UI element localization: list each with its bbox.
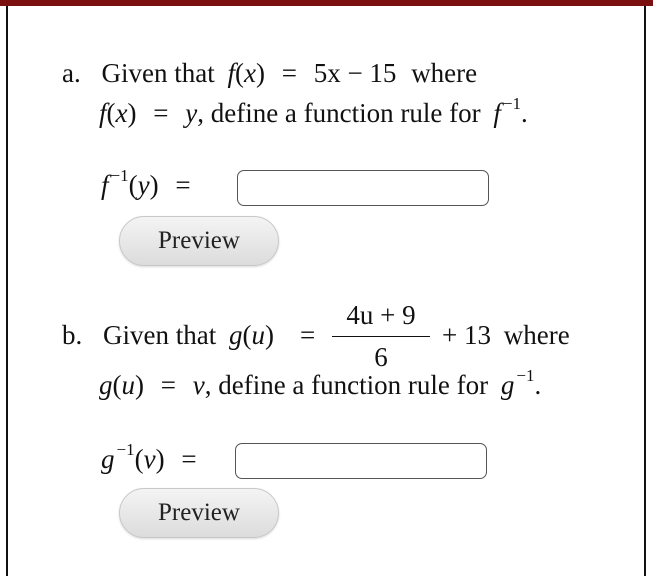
part-b-question-line-1: b. Given that g(u) (62, 320, 274, 350)
fraction-bar (332, 336, 430, 337)
part-b-fraction (332, 300, 430, 370)
part-a-answer-label: f $^{-1}$(y) = (101, 166, 191, 200)
question-frame (6, 6, 646, 576)
part-a-question-line-1: a. Given that f(x) = 5x − 15 where (62, 58, 478, 88)
part-b-label: b. (62, 320, 83, 350)
part-b-denominator: 6 (374, 342, 388, 372)
part-b-equals: = (300, 320, 316, 350)
part-b-answer-input[interactable] (235, 443, 487, 479)
part-a-label: a. (62, 58, 81, 88)
part-b-question-line-2: g(u) = v, define a function rule for g $^{-1}$. (99, 366, 542, 400)
part-a-function-rhs: 5x − 15 (313, 58, 397, 88)
part-a-preview-button[interactable]: Preview (119, 216, 279, 266)
part-b-preview-button[interactable]: Preview (119, 488, 279, 538)
part-b-numerator: 4u + 9 (346, 300, 416, 330)
part-b-question-line-1-end: + 13 where (442, 320, 570, 350)
part-a-answer-input[interactable] (237, 170, 489, 206)
part-b-answer-label: g $^{-1}$(v) = (101, 440, 197, 474)
part-a-question-line-2: f(x) = y, define a function rule for f $^{-1}$. (99, 94, 528, 128)
